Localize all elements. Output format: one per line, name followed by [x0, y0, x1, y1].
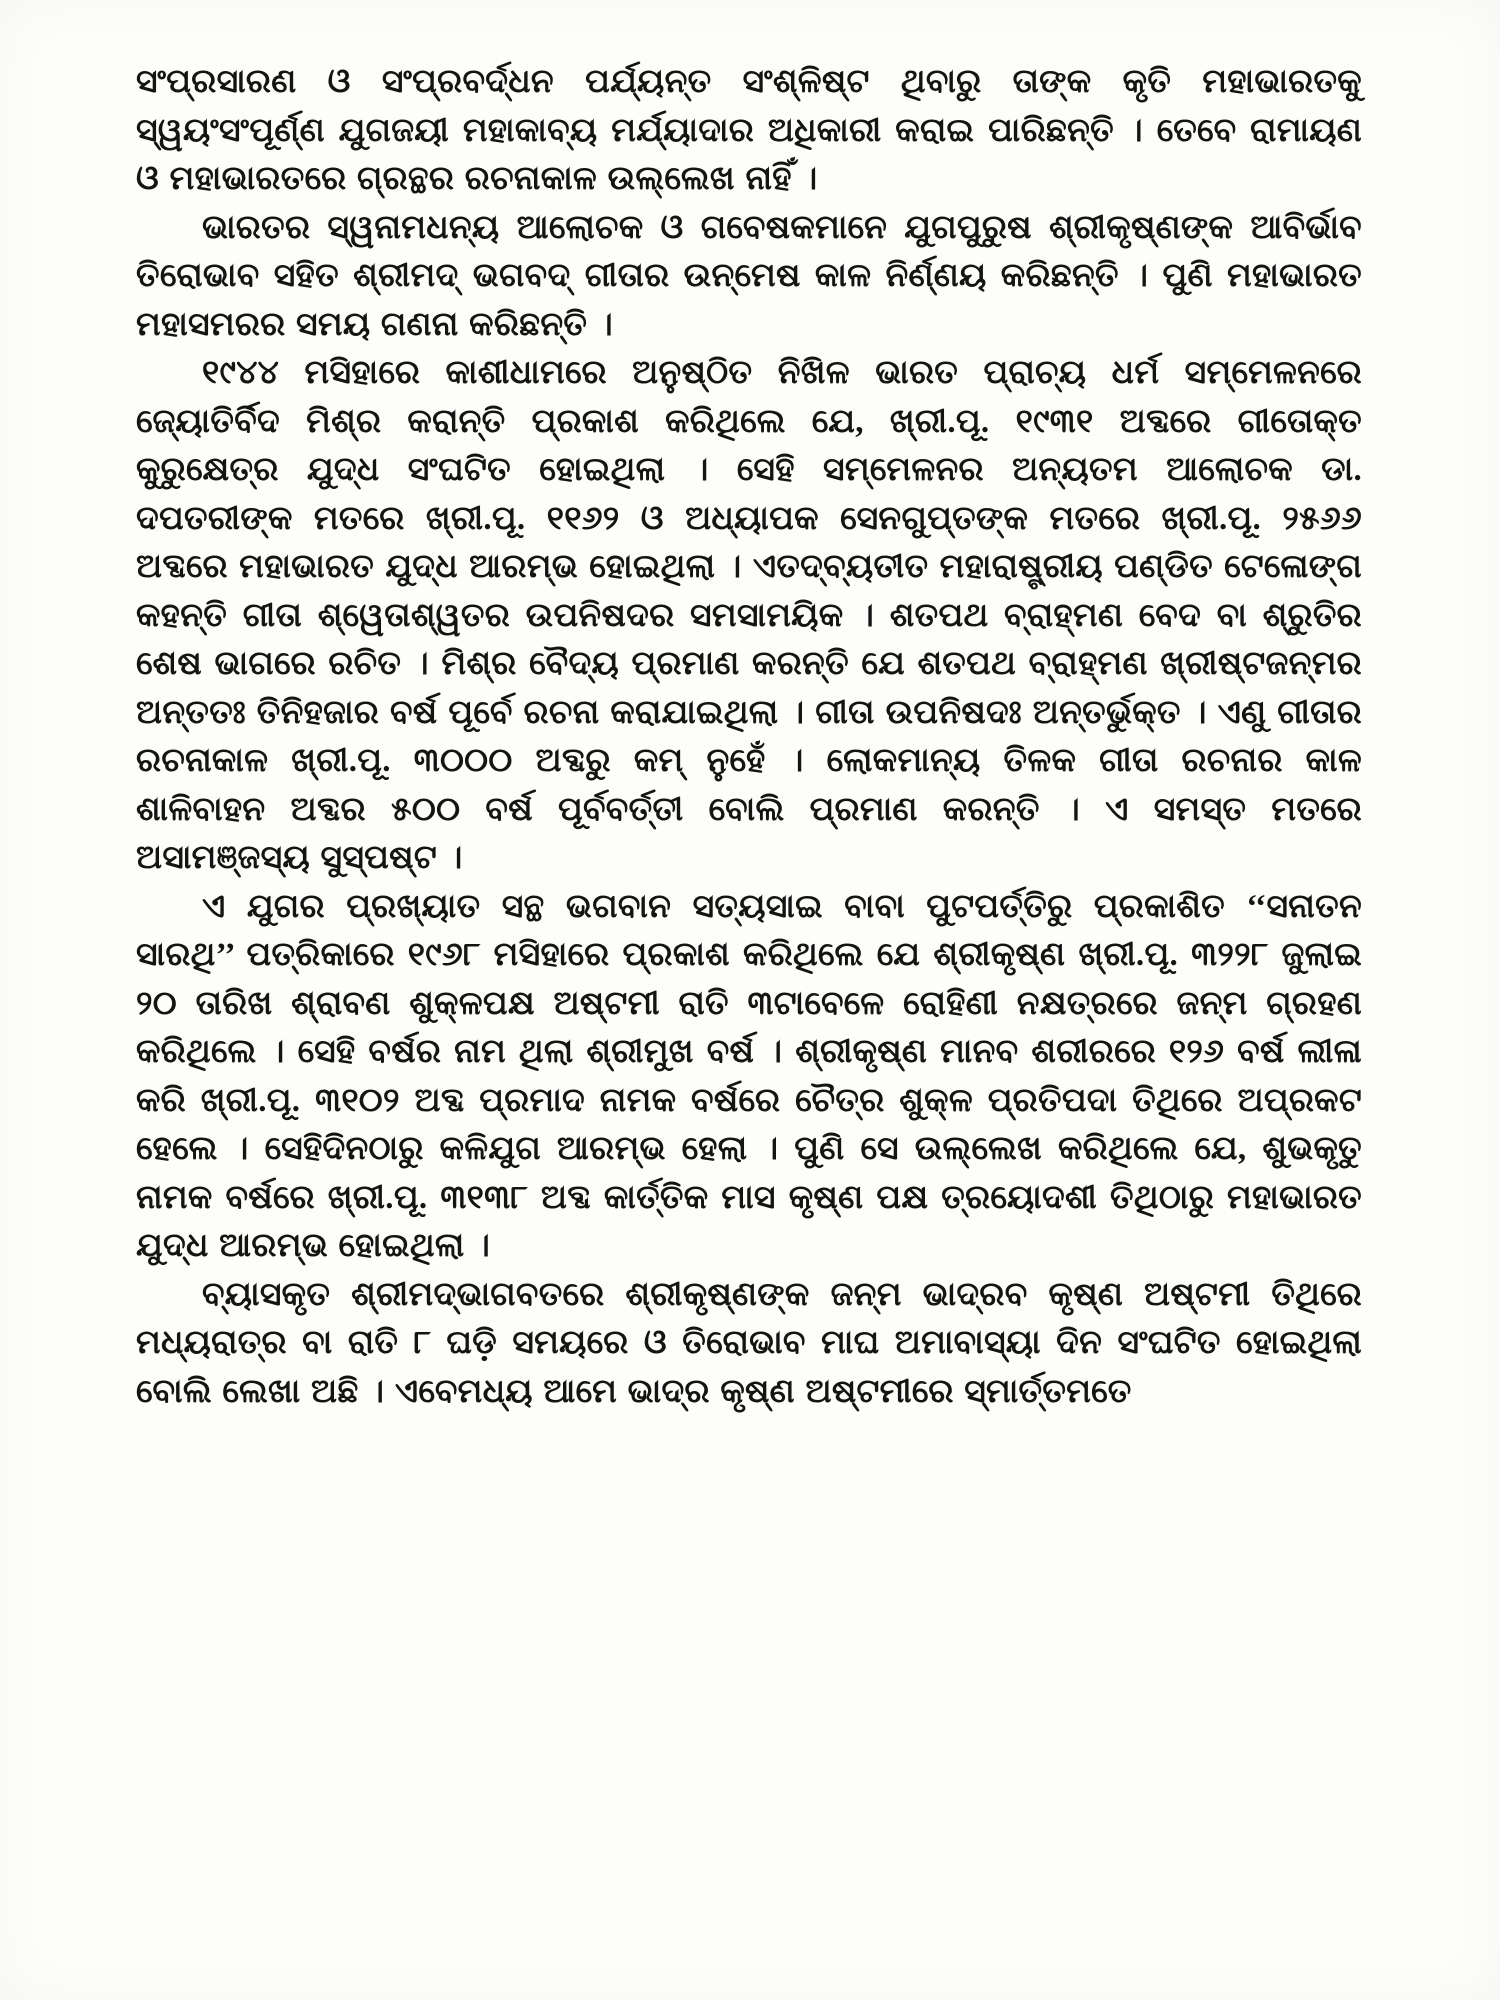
paragraph: ବ୍ୟାସକୃତ ଶ୍ରୀମଦ୍‌ଭାଗବତରେ ଶ୍ରୀକୃଷ୍ଣଙ୍କ ଜନ୍ମ ଭାଦ୍ରବ କୃଷ୍ଣ ଅଷ୍ଟମୀ ତିଥିରେ ମଧ୍ୟରାତ୍ର ବା ରାତି ୮ ଘଡ଼ି ସମୟରେ ଓ ତିରୋଭାବ ମାଘ ଅମାବାସ୍ୟା ଦିନ ସଂଘଟିତ ହୋଇଥିଲା ବୋଲି ଲେଖା ଅଛି । ଏବେମଧ୍ୟ ଆମେ ଭାଦ୍ର କୃଷ୍ଣ ଅଷ୍ଟମୀରେ ସ୍ମାର୍ତ୍ତମତେ — [136, 1276, 1362, 1410]
paragraph: ୧୯୪୪ ମସିହାରେ କାଶୀଧାମରେ ଅନୁଷ୍ଠିତ ନିଖିଳ ଭାରତ ପ୍ରାଚ୍ୟ ଧର୍ମ ସମ୍ମେଳନରେ ଜ୍ୟୋତିର୍ବିଦ ମିଶ୍ର କରାନ୍ତି ପ୍ରକାଶ କରିଥିଲେ ଯେ, ଖ୍ରୀ.ପୂ. ୧୯୩୧ ଅବ୍ଦରେ ଗୀତୋକ୍ତ କୁରୁକ୍ଷେତ୍ର ଯୁଦ୍ଧ ସଂଘଟିତ ହୋଇଥିଲା । ସେହି ସମ୍ମେଳନର ଅନ୍ୟତମ ଆଲୋଚକ ଡା. ଦପତରୀଙ୍କ ମତରେ ଖ୍ରୀ.ପୂ. ୧୧୬୨ ଓ ଅଧ୍ୟାପକ ସେନଗୁପ୍ତଙ୍କ ମତରେ ଖ୍ରୀ.ପୂ. ୨୫୬୬ ଅବ୍ଦରେ ମହାଭାରତ ଯୁଦ୍ଧ ଆରମ୍ଭ ହୋଇଥିଲା । ଏତଦ୍‌ବ୍ୟତୀତ ମହାରାଷ୍ଟ୍ରୀୟ ପଣ୍ଡିତ ଟେଳୋଙ୍ଗ କହନ୍ତି ଗୀତା ଶ୍ୱେତାଶ୍ୱତର ଉପନିଷଦର ସମସାମୟିକ । ଶତପଥ ବ୍ରାହ୍ମଣ ବେଦ ବା ଶ୍ରୁତିର ଶେଷ ଭାଗରେ ରଚିତ । ମିଶ୍ର ବୈଦ୍ୟ ପ୍ରମାଣ କରନ୍ତି ଯେ ଶତପଥ ବ୍ରାହ୍ମଣ ଖ୍ରୀଷ୍ଟଜନ୍ମର ଅନ୍ତତଃ ତିନିହଜାର ବର୍ଷ ପୂର୍ବେ ରଚନା କରାଯାଇଥିଲା । ଗୀତା ଉପନିଷଦଃ ଅନ୍ତର୍ଭୁକ୍ତ । ଏଣୁ ଗୀତାର ରଚନାକାଳ ଖ୍ରୀ.ପୂ. ୩୦୦୦ ଅବ୍ଦରୁ କମ୍ ନୁହେଁ । ଲୋକମାନ୍ୟ ତିଳକ ଗୀତା ରଚନାର କାଳ ଶାଳିବାହନ ଅବ୍ଦର ୫୦୦ ବର୍ଷ ପୂର୍ବବର୍ତ୍ତୀ ବୋଲି ପ୍ରମାଣ କରନ୍ତି । ଏ ସମସ୍ତ ମତରେ ଅସାମଞ୍ଜସ୍ୟ ସୁସ୍ପଷ୍ଟ । — [136, 355, 1362, 876]
paragraph: ଭାରତର ସ୍ୱନାମଧନ୍ୟ ଆଲୋଚକ ଓ ଗବେଷକମାନେ ଯୁଗପୁରୁଷ ଶ୍ରୀକୃଷ୍ଣଙ୍କ ଆବିର୍ଭାବ ତିରୋଭାବ ସହିତ ଶ୍ରୀମଦ୍ ଭଗବଦ୍ ଗୀତାର ଉନ୍ମେଷ କାଳ ନିର୍ଣ୍ଣୟ କରିଛନ୍ତି । ପୁଣି ମହାଭାରତ ମହାସମରର ସମୟ ଗଣନା କରିଛନ୍ତି । — [136, 209, 1362, 343]
paragraph-continuation: ସଂପ୍ରସାରଣ ଓ ସଂପ୍ରବର୍ଦ୍ଧନ ପର୍ଯ୍ୟନ୍ତ ସଂଶ୍ଳିଷ୍ଟ ଥିବାରୁ ତାଙ୍କ କୃତି ମହାଭାରତକୁ ସ୍ୱୟଂସଂପୂର୍ଣ୍ଣ ଯୁଗଜୟୀ ମହାକାବ୍ୟ ମର୍ଯ୍ୟାଦାର ଅଧିକାରୀ କରାଇ ପାରିଛନ୍ତି । ତେବେ ରାମାୟଣ ଓ ମହାଭାରତରେ ଗ୍ରନ୍ଥର ରଚନାକାଳ ଉଲ୍ଲେଖ ନାହିଁ । — [136, 64, 1362, 197]
body-text — [136, 58, 1362, 1416]
paragraph: ଏ ଯୁଗର ପ୍ରଖ୍ୟାତ ସନ୍ଥ ଭଗବାନ ସତ୍ୟସାଇ ବାବା ପୁଟପର୍ତ୍ତିରୁ ପ୍ରକାଶିତ ‘‘ସନାତନ ସାରଥି’’ ପତ୍ରିକାରେ ୧୯୬୮ ମସିହାରେ ପ୍ରକାଶ କରିଥିଲେ ଯେ ଶ୍ରୀକୃଷ୍ଣ ଖ୍ରୀ.ପୂ. ୩୨୨୮ ଜୁଲାଇ ୨୦ ତାରିଖ ଶ୍ରାବଣ ଶୁକ୍ଳପକ୍ଷ ଅଷ୍ଟମୀ ରାତି ୩ଟାବେଳେ ରୋହିଣୀ ନକ୍ଷତ୍ରରେ ଜନ୍ମ ଗ୍ରହଣ କରିଥିଲେ । ସେହି ବର୍ଷର ନାମ ଥିଲା ଶ୍ରୀମୁଖ ବର୍ଷ । ଶ୍ରୀକୃଷ୍ଣ ମାନବ ଶରୀରରେ ୧୨୬ ବର୍ଷ ଲୀଳା କରି ଖ୍ରୀ.ପୂ. ୩୧୦୨ ଅବ୍ଦ ପ୍ରମାଦ ନାମକ ବର୍ଷରେ ଚୈତ୍ର ଶୁକ୍ଳ ପ୍ରତିପଦା ତିଥିରେ ଅପ୍ରକଟ ହେଲେ । ସେହିଦିନଠାରୁ କଳିଯୁଗ ଆରମ୍ଭ ହେଲା । ପୁଣି ସେ ଉଲ୍ଲେଖ କରିଥିଲେ ଯେ, ଶୁଭକୃତୁ ନାମକ ବର୍ଷରେ ଖ୍ରୀ.ପୂ. ୩୧୩୮ ଅବ୍ଦ କାର୍ତ୍ତିକ ମାସ କୃଷ୍ଣ ପକ୍ଷ ତ୍ରୟୋଦଶୀ ତିଥିଠାରୁ ମହାଭାରତ ଯୁଦ୍ଧ ଆରମ୍ଭ ହୋଇଥିଲା । — [136, 888, 1362, 1264]
